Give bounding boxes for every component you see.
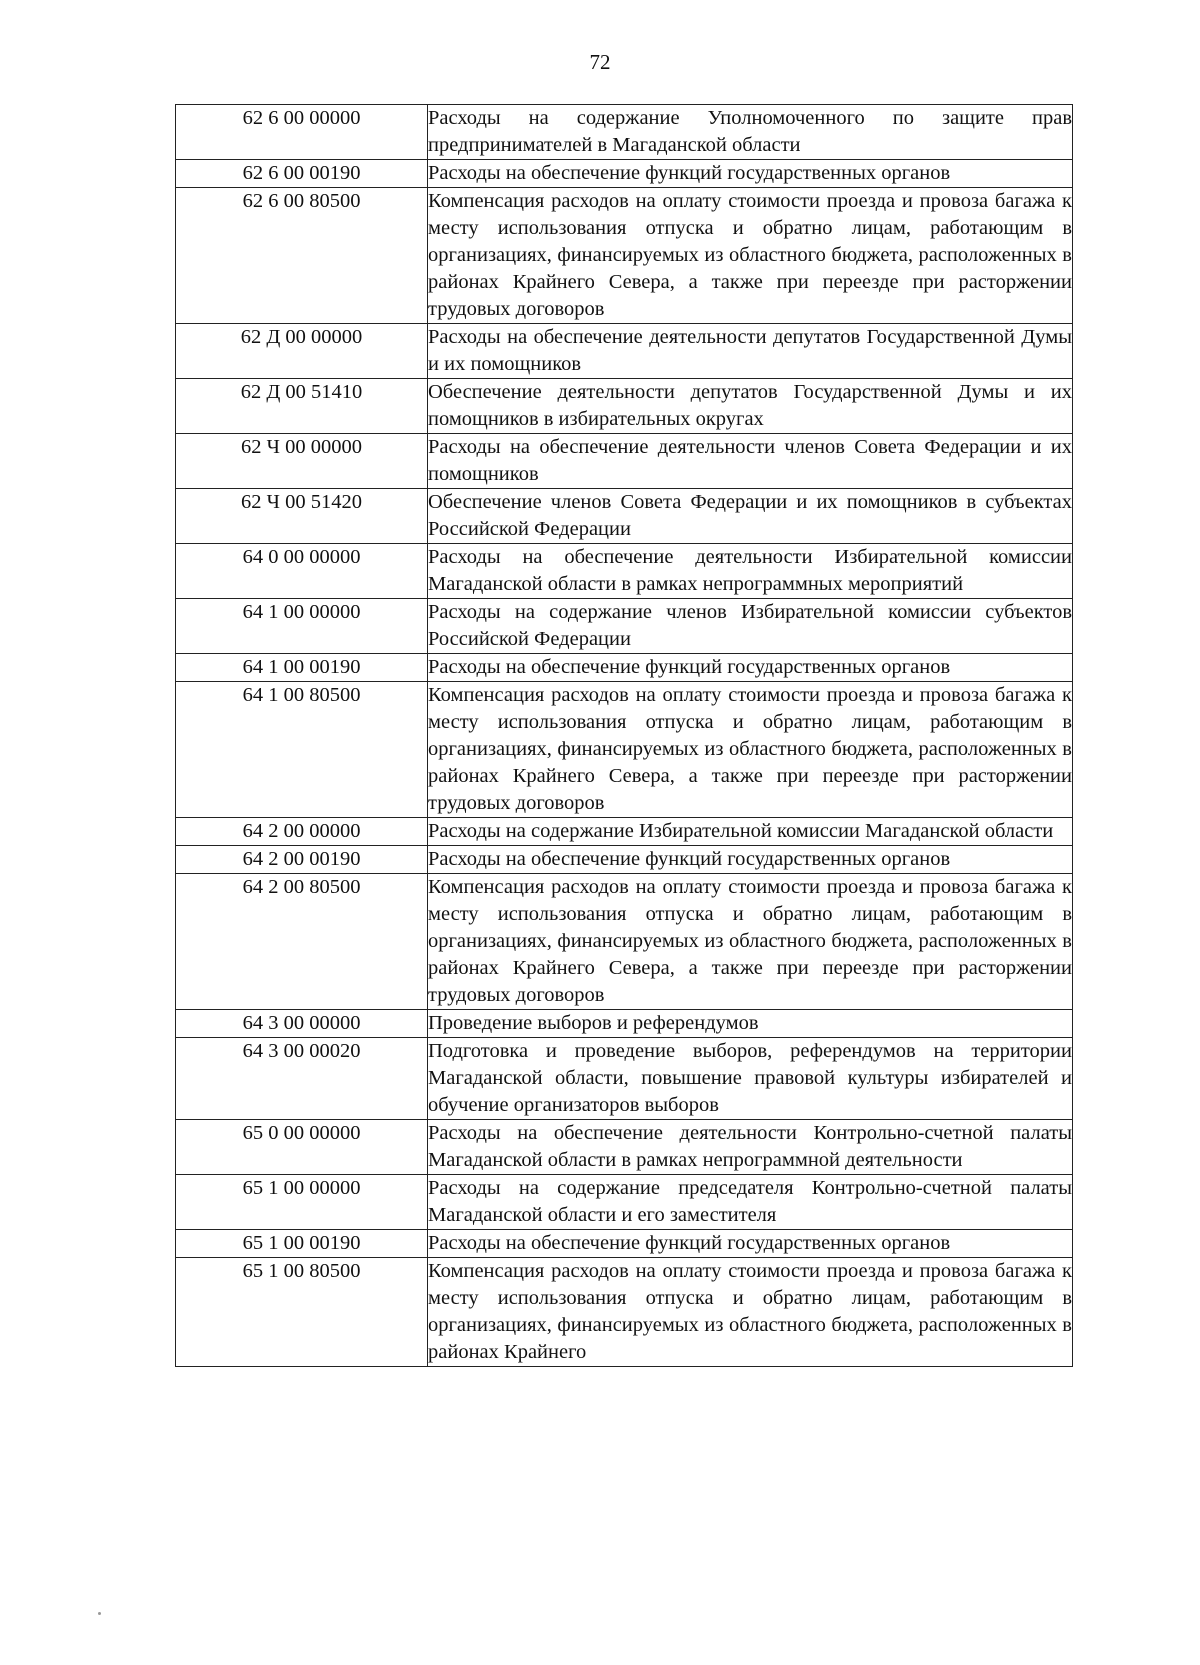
code-cell: 62 Ч 00 00000 — [176, 434, 428, 489]
description-cell: Расходы на обеспечение деятельности членов Совета Федерации и их помощников — [428, 434, 1073, 489]
description-cell: Расходы на обеспечение деятельности Избирательной комиссии Магаданской области в рамках непрограммных мероприятий — [428, 544, 1073, 599]
description-cell: Обеспечение членов Совета Федерации и их помощников в субъектах Российской Федерации — [428, 489, 1073, 544]
code-cell: 64 1 00 00000 — [176, 599, 428, 654]
code-cell: 64 3 00 00020 — [176, 1038, 428, 1120]
description-cell: Расходы на обеспечение функций государственных органов — [428, 1230, 1073, 1258]
table-row — [176, 682, 1073, 818]
code-cell: 65 0 00 00000 — [176, 1120, 428, 1175]
code-cell: 65 1 00 80500 — [176, 1258, 428, 1367]
description-cell: Расходы на обеспечение функций государственных органов — [428, 846, 1073, 874]
code-cell: 62 6 00 00000 — [176, 105, 428, 160]
description-cell: Подготовка и проведение выборов, референдумов на территории Магаданской области, повышение правовой культуры избирателей и обучение организаторов выборов — [428, 1038, 1073, 1120]
scan-speck — [98, 1612, 101, 1615]
description-cell: Компенсация расходов на оплату стоимости проезда и провоза багажа к месту использования отпуска и обратно лицам, работающим в организациях, финансируемых из областного бюджета, расположенных в районах Крайнего Севера, а также при переезде при расторжении трудовых договоров — [428, 874, 1073, 1010]
description-cell: Обеспечение деятельности депутатов Государственной Думы и их помощников в избирательных округах — [428, 379, 1073, 434]
description-cell: Расходы на содержание Уполномоченного по защите прав предпринимателей в Магаданской области — [428, 105, 1073, 160]
description-cell: Расходы на обеспечение деятельности депутатов Государственной Думы и их помощников — [428, 324, 1073, 379]
page-number: 72 — [589, 50, 611, 74]
description-cell: Расходы на обеспечение функций государственных органов — [428, 160, 1073, 188]
code-cell: 64 3 00 00000 — [176, 1010, 428, 1038]
table-row — [176, 489, 1073, 544]
table-row — [176, 324, 1073, 379]
description-cell: Расходы на содержание Избирательной комиссии Магаданской области — [428, 818, 1073, 846]
description-cell: Расходы на содержание председателя Контрольно-счетной палаты Магаданской области и его заместителя — [428, 1175, 1073, 1230]
code-cell: 62 Д 00 51410 — [176, 379, 428, 434]
table-row — [176, 379, 1073, 434]
table-row — [176, 1038, 1073, 1120]
table-row — [176, 874, 1073, 1010]
code-cell: 62 Д 00 00000 — [176, 324, 428, 379]
table-row — [176, 1120, 1073, 1175]
table-row — [176, 654, 1073, 682]
table-row — [176, 160, 1073, 188]
table-row — [176, 599, 1073, 654]
code-cell: 64 2 00 80500 — [176, 874, 428, 1010]
table-row — [176, 818, 1073, 846]
budget-code-table — [175, 104, 1073, 1367]
table-row — [176, 544, 1073, 599]
description-cell: Расходы на обеспечение деятельности Контрольно-счетной палаты Магаданской области в рамках непрограммной деятельности — [428, 1120, 1073, 1175]
code-cell: 62 6 00 00190 — [176, 160, 428, 188]
code-cell: 64 2 00 00190 — [176, 846, 428, 874]
table-body — [176, 105, 1073, 1367]
code-cell: 64 1 00 00190 — [176, 654, 428, 682]
description-cell: Компенсация расходов на оплату стоимости проезда и провоза багажа к месту использования отпуска и обратно лицам, работающим в организациях, финансируемых из областного бюджета, расположенных в районах Крайнего Севера, а также при переезде при расторжении трудовых договоров — [428, 188, 1073, 324]
description-cell: Проведение выборов и референдумов — [428, 1010, 1073, 1038]
table-row — [176, 1175, 1073, 1230]
code-cell: 64 1 00 80500 — [176, 682, 428, 818]
code-cell: 64 2 00 00000 — [176, 818, 428, 846]
code-cell: 65 1 00 00190 — [176, 1230, 428, 1258]
table-row — [176, 1258, 1073, 1367]
description-cell: Расходы на содержание членов Избирательной комиссии субъектов Российской Федерации — [428, 599, 1073, 654]
description-cell: Компенсация расходов на оплату стоимости проезда и провоза багажа к месту использования отпуска и обратно лицам, работающим в организациях, финансируемых из областного бюджета, расположенных в районах Крайнего Севера, а также при переезде при расторжении трудовых договоров — [428, 682, 1073, 818]
table-row — [176, 188, 1073, 324]
code-cell: 62 Ч 00 51420 — [176, 489, 428, 544]
description-cell: Компенсация расходов на оплату стоимости проезда и провоза багажа к месту использования отпуска и обратно лицам, работающим в организациях, финансируемых из областного бюджета, расположенных в районах Крайнего — [428, 1258, 1073, 1367]
code-cell: 62 6 00 80500 — [176, 188, 428, 324]
description-cell: Расходы на обеспечение функций государственных органов — [428, 654, 1073, 682]
table-row — [176, 1230, 1073, 1258]
code-cell: 64 0 00 00000 — [176, 544, 428, 599]
table-row — [176, 105, 1073, 160]
code-cell: 65 1 00 00000 — [176, 1175, 428, 1230]
table-row — [176, 434, 1073, 489]
table-row — [176, 846, 1073, 874]
table-row — [176, 1010, 1073, 1038]
